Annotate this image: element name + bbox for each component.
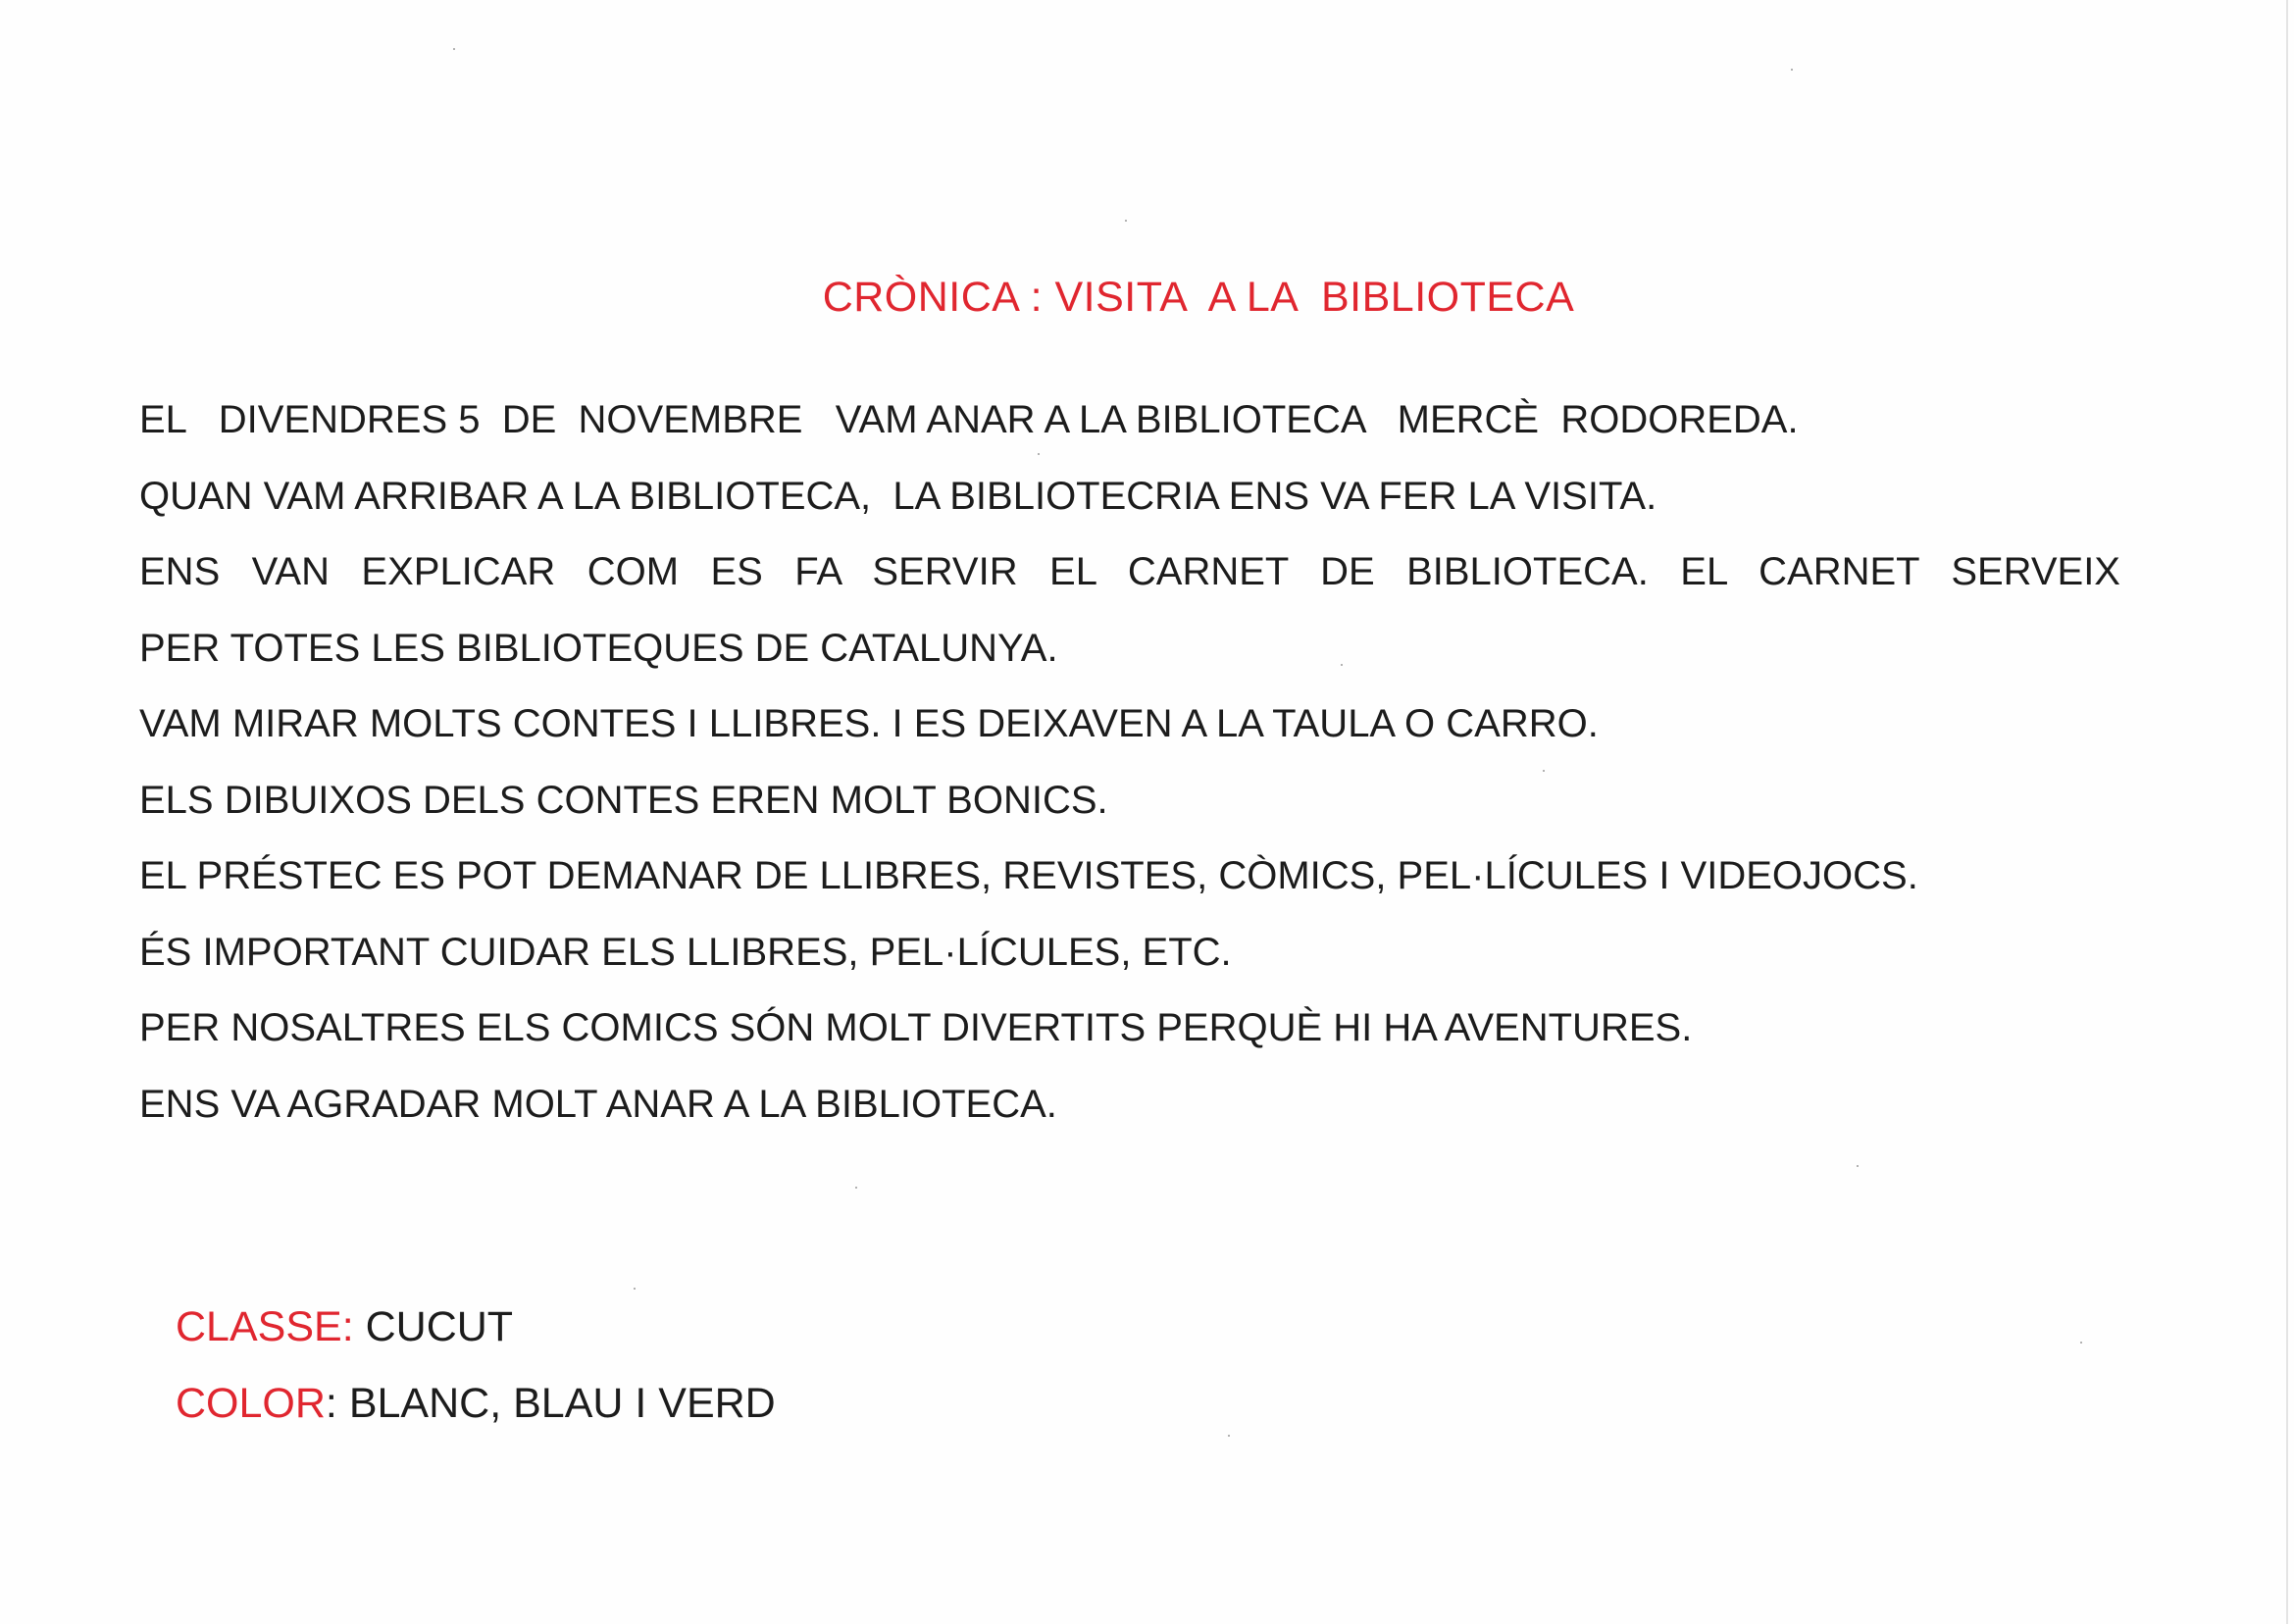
scan-speck [1341, 664, 1343, 666]
class-value: CUCUT [353, 1303, 514, 1350]
color-separator: : [325, 1380, 337, 1427]
text-line: ÉS IMPORTANT CUIDAR ELS LLIBRES, PEL·LÍCULES, ETC. [139, 930, 1232, 974]
scan-speck [2080, 1342, 2082, 1344]
scan-speck [1857, 1165, 1859, 1167]
scan-speck [1543, 770, 1545, 772]
scan-edge-line [2286, 0, 2288, 1624]
class-row [176, 1289, 776, 1365]
color-label: COLOR [176, 1380, 326, 1427]
scan-speck [453, 48, 455, 50]
text-line: EL PRÉSTEC ES POT DEMANAR DE LLIBRES, REVISTES, CÒMICS, PEL·LÍCULES I VIDEOJOCS. [139, 854, 1918, 897]
text-line: PER NOSALTRES ELS COMICS SÓN MOLT DIVERTITS PERQUÈ HI HA AVENTURES. [139, 1006, 1693, 1049]
class-label: CLASSE: [176, 1303, 354, 1350]
text-line: QUAN VAM ARRIBAR A LA BIBLIOTECA, LA BIBLIOTECRIA ENS VA FER LA VISITA. [139, 474, 1657, 518]
color-row [176, 1365, 776, 1442]
chronicle-body [139, 382, 2179, 1142]
text-line: ELS DIBUIXOS DELS CONTES EREN MOLT BONICS. [139, 778, 1108, 822]
scan-speck [855, 1187, 857, 1189]
scan-speck [1228, 1435, 1230, 1437]
text-line: ENS VAN EXPLICAR COM ES FA SERVIR EL CARNET DE BIBLIOTECA. EL CARNET SERVEIX [139, 550, 2120, 593]
scan-speck [634, 1288, 636, 1290]
text-line: ENS VA AGRADAR MOLT ANAR A LA BIBLIOTECA. [139, 1082, 1057, 1126]
scan-speck [1125, 220, 1127, 222]
scan-speck [1038, 453, 1040, 455]
text-line: PER TOTES LES BIBLIOTEQUES DE CATALUNYA. [139, 626, 1058, 670]
page-title: CRÒNICA : VISITA A LA BIBLIOTECA [822, 274, 1575, 321]
color-value: BLANC, BLAU I VERD [336, 1380, 776, 1427]
text-line: EL DIVENDRES 5 DE NOVEMBRE VAM ANAR A LA BIBLIOTECA MERCÈ RODOREDA. [139, 398, 1799, 441]
text-line: VAM MIRAR MOLTS CONTES I LLIBRES. I ES DEIXAVEN A LA TAULA O CARRO. [139, 702, 1599, 745]
scan-speck [1791, 69, 1793, 71]
class-info [176, 1289, 776, 1442]
